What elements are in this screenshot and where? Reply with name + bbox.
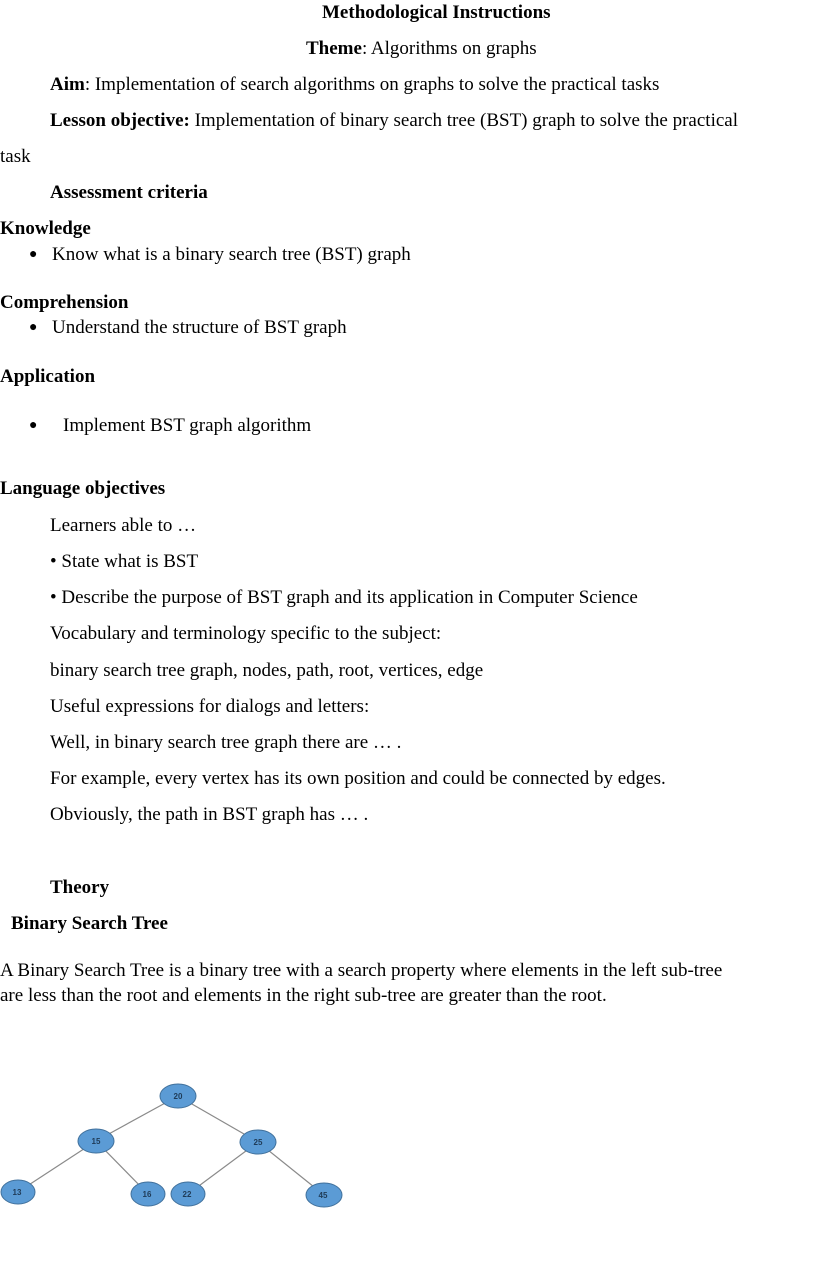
language-line-state-bst: • State what is BST xyxy=(50,551,199,572)
theme-line xyxy=(306,38,537,60)
lesson-objective-value: Implementation of binary search tree (BST) graph to solve the practical xyxy=(189,110,739,131)
comprehension-bullet: ● xyxy=(29,320,38,335)
node-label-45: 45 xyxy=(318,1191,328,1200)
application-heading: Application xyxy=(0,366,96,387)
bst-node-22 xyxy=(171,1182,205,1206)
aim-value: : Implementation of search algorithms on graphs to solve the practical tasks xyxy=(84,74,660,95)
language-line-vocabulary-terms: binary search tree graph, nodes, path, root, vertices, edge xyxy=(50,660,484,681)
lesson-objective-continuation: task xyxy=(0,146,31,167)
language-line-expression-example: For example, every vertex has its own position and could be connected by edges. xyxy=(50,768,666,789)
bst-node-13 xyxy=(1,1180,35,1204)
language-line-expression-well: Well, in binary search tree graph there are … . xyxy=(50,732,402,753)
document-title: Methodological Instructions xyxy=(322,2,551,23)
knowledge-heading: Knowledge xyxy=(0,218,91,239)
application-bullet: ● xyxy=(29,418,38,433)
node-label-22: 22 xyxy=(182,1190,192,1199)
bst-node-25 xyxy=(240,1130,276,1154)
assessment-criteria-heading: Assessment criteria xyxy=(50,182,208,203)
bst-node-20 xyxy=(160,1084,196,1108)
node-label-25: 25 xyxy=(253,1138,263,1147)
application-item: Implement BST graph algorithm xyxy=(63,415,312,436)
node-label-13: 13 xyxy=(12,1188,22,1197)
comprehension-heading: Comprehension xyxy=(0,292,129,313)
node-label-20: 20 xyxy=(173,1092,183,1101)
node-label-15: 15 xyxy=(91,1137,101,1146)
theory-heading: Theory xyxy=(50,877,110,898)
language-line-expressions-heading: Useful expressions for dialogs and letters: xyxy=(50,696,370,717)
bst-diagram xyxy=(0,1078,360,1218)
aim-label: Aim xyxy=(50,74,85,95)
knowledge-item: Know what is a binary search tree (BST) graph xyxy=(52,244,411,265)
theme-value: : Algorithms on graphs xyxy=(361,38,537,59)
aim-line xyxy=(50,74,659,96)
bst-definition-line2: are less than the root and elements in the right sub-tree are greater than the root. xyxy=(0,985,607,1006)
lesson-objective-label: Lesson objective: xyxy=(50,110,190,131)
bst-subheading: Binary Search Tree xyxy=(11,913,168,934)
bst-node-45 xyxy=(306,1183,342,1207)
bst-definition-line1: A Binary Search Tree is a binary tree with a search property where elements in the left sub-tree xyxy=(0,960,723,981)
language-line-describe-purpose: • Describe the purpose of BST graph and its application in Computer Science xyxy=(50,587,638,608)
theme-label: Theme xyxy=(306,38,362,59)
language-line-expression-obviously: Obviously, the path in BST graph has … . xyxy=(50,804,369,825)
comprehension-item: Understand the structure of BST graph xyxy=(52,317,347,338)
bst-node-16 xyxy=(131,1182,165,1206)
language-line-vocabulary-heading: Vocabulary and terminology specific to the subject: xyxy=(50,623,442,644)
bst-edges xyxy=(18,1096,324,1195)
node-label-16: 16 xyxy=(142,1190,152,1199)
language-line-learners: Learners able to … xyxy=(50,515,197,536)
bst-node-15 xyxy=(78,1129,114,1153)
lesson-objective-line xyxy=(50,110,738,132)
knowledge-bullet: ● xyxy=(29,247,38,262)
language-objectives-heading: Language objectives xyxy=(0,478,166,499)
